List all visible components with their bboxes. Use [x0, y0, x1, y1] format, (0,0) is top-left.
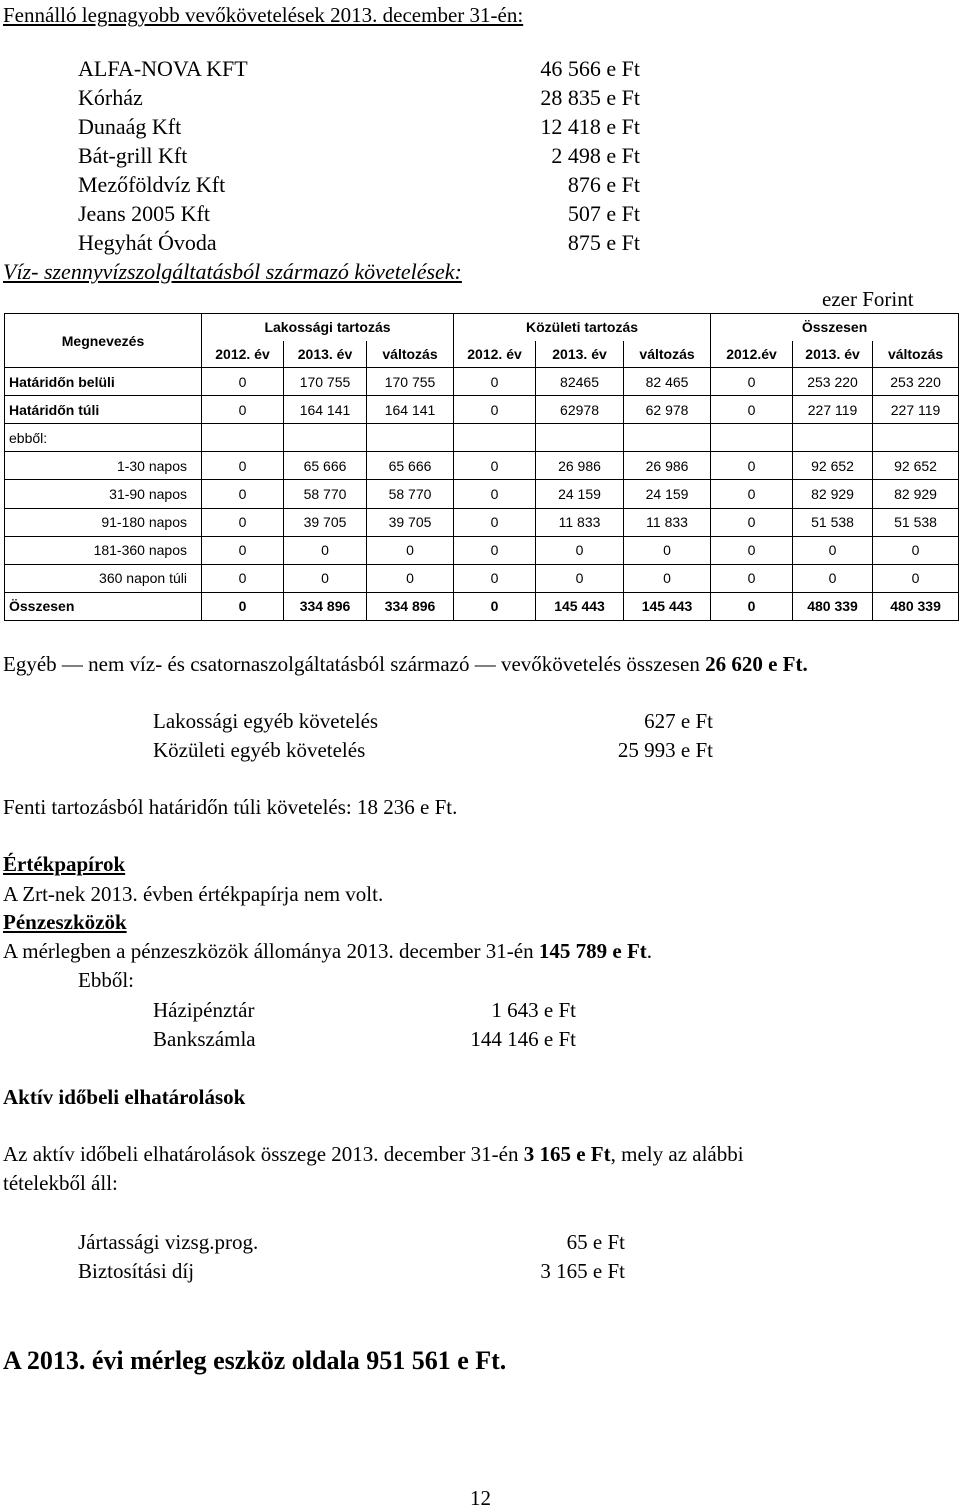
table-cell: 0 [202, 564, 284, 592]
group-header-residential: Lakossági tartozás [202, 314, 454, 341]
table-cell: 0 [711, 592, 793, 620]
table-cell: 0 [711, 564, 793, 592]
table-cell: 0 [873, 564, 959, 592]
table-cell: 0 [202, 480, 284, 508]
table-cell: 65 666 [367, 452, 454, 480]
debtor-amount: 876 e Ft [567, 172, 640, 197]
table-cell: 0 [284, 536, 367, 564]
subheader-cell: változás [367, 341, 454, 368]
table-cell: 0 [873, 536, 959, 564]
table-row [5, 508, 959, 536]
table-cell: 170 755 [367, 368, 454, 396]
cash-item-value: 144 146 e Ft [470, 1027, 576, 1051]
accruals-amount: 3 165 e Ft [523, 1142, 611, 1166]
table-cell: 0 [202, 536, 284, 564]
subheader-cell: 2013. év [536, 341, 624, 368]
cash-item-label: Bankszámla [153, 1027, 256, 1051]
table-cell: 145 443 [624, 592, 711, 620]
table-cell: 0 [624, 564, 711, 592]
col-header-name: Megnevezés [5, 314, 202, 368]
debtor-amount: 875 e Ft [567, 230, 640, 255]
table-cell: 253 220 [793, 368, 873, 396]
table-cell: 92 652 [793, 452, 873, 480]
table-cell: 0 [711, 368, 793, 396]
debtor-amount: 2 498 e Ft [551, 143, 640, 168]
group-header-public: Közületi tartozás [454, 314, 711, 341]
table-cell: 11 833 [624, 508, 711, 536]
table-cell: 82465 [536, 368, 624, 396]
debtor-name: Bát-grill Kft [78, 143, 188, 168]
table-cell: 334 896 [284, 592, 367, 620]
accruals-text: Az aktív időbeli elhatárolások összege 2013. december 31-én [3, 1142, 524, 1166]
table-cell: 164 141 [367, 396, 454, 424]
debtor-amount: 28 835 e Ft [540, 85, 640, 110]
subheader-cell: 2013. év [284, 341, 367, 368]
table-row [5, 396, 959, 424]
table-row [5, 480, 959, 508]
table-cell: 0 [202, 508, 284, 536]
table-cell: 0 [454, 452, 536, 480]
table-cell [202, 424, 284, 452]
table-cell: 0 [793, 536, 873, 564]
other-receivables-amount: 26 620 e Ft. [705, 652, 808, 676]
table-cell: 0 [454, 564, 536, 592]
table-cell: 24 159 [624, 480, 711, 508]
table-cell: 58 770 [284, 480, 367, 508]
table-cell: 0 [367, 536, 454, 564]
table-cell: 0 [454, 396, 536, 424]
debtor-row [0, 54, 660, 83]
row-label: Határidőn belüli [5, 368, 202, 396]
page-title: Fennálló legnagyobb vevőkövetelések 2013. december 31-én: [3, 3, 524, 27]
table-cell: 227 119 [873, 396, 959, 424]
table-cell: 0 [711, 480, 793, 508]
row-label: Összesen [5, 592, 202, 620]
subheader-cell: változás [624, 341, 711, 368]
debtor-row [0, 170, 660, 199]
table-cell: 51 538 [873, 508, 959, 536]
table-row [5, 452, 959, 480]
group-header-total: Összesen [711, 314, 959, 341]
subheader-cell: 2012. év [454, 341, 536, 368]
table-cell: 39 705 [367, 508, 454, 536]
table-cell: 0 [202, 396, 284, 424]
accruals-heading: Aktív időbeli elhatárolások [3, 1085, 246, 1109]
table-cell: 0 [793, 564, 873, 592]
table-cell [536, 424, 624, 452]
table-cell: 51 538 [793, 508, 873, 536]
table-cell: 0 [202, 368, 284, 396]
debtor-amount: 12 418 e Ft [540, 114, 640, 139]
table-cell: 82 465 [624, 368, 711, 396]
row-label: 91-180 napos [5, 508, 202, 536]
page-number: 12 [470, 1486, 491, 1510]
table-cell: 253 220 [873, 368, 959, 396]
other-item-label: Lakossági egyéb követelés [153, 709, 379, 733]
cash-text-suffix: . [646, 939, 653, 963]
table-cell: 0 [367, 564, 454, 592]
unit-note: ezer Forint [822, 287, 914, 311]
debtor-list [0, 54, 660, 257]
table-cell: 0 [454, 368, 536, 396]
table-row [5, 536, 959, 564]
accruals-sentence [3, 1142, 744, 1166]
table-cell: 145 443 [536, 592, 624, 620]
row-label: 360 napon túli [5, 564, 202, 592]
table-cell: 65 666 [284, 452, 367, 480]
table-cell: 62978 [536, 396, 624, 424]
table-cell: 26 986 [624, 452, 711, 480]
debtor-amount: 507 e Ft [567, 201, 640, 226]
table-cell: 39 705 [284, 508, 367, 536]
row-label: 181-360 napos [5, 536, 202, 564]
row-label: Határidőn túli [5, 396, 202, 424]
table-cell: 82 929 [873, 480, 959, 508]
receivables-table [4, 313, 958, 621]
table-cell [624, 424, 711, 452]
table-cell: 0 [711, 452, 793, 480]
other-receivables-text: Egyéb — nem víz- és csatornaszolgáltatásból származó — vevőkövetelés összesen [3, 652, 706, 676]
table-cell: 170 755 [284, 368, 367, 396]
debtor-name: Kórház [78, 85, 143, 110]
cash-amount: 145 789 e Ft [538, 939, 647, 963]
table-cell: 0 [711, 536, 793, 564]
table-cell: 0 [454, 536, 536, 564]
cash-heading: Pénzeszközök [3, 910, 127, 934]
subheader-cell: változás [873, 341, 959, 368]
table-cell: 0 [536, 564, 624, 592]
table-row [5, 592, 959, 620]
subheader-cell: 2012.év [711, 341, 793, 368]
subheader-cell: 2013. év [793, 341, 873, 368]
other-item-label: Közületi egyéb követelés [153, 738, 366, 762]
table-cell: 24 159 [536, 480, 624, 508]
table-cell: 164 141 [284, 396, 367, 424]
table-cell: 0 [202, 592, 284, 620]
other-receivables-sentence [3, 652, 953, 676]
accrual-item-value: 65 e Ft [566, 1230, 625, 1254]
debtor-row [0, 141, 660, 170]
cash-of-which: Ebből: [78, 968, 134, 992]
debtor-name: Mezőföldvíz Kft [78, 172, 226, 197]
debtor-name: Dunaág Kft [78, 114, 182, 139]
debtor-amount: 46 566 e Ft [540, 56, 640, 81]
debtor-name: ALFA-NOVA KFT [78, 56, 248, 81]
row-label: 1-30 napos [5, 452, 202, 480]
table-row [5, 424, 959, 452]
table-cell: 0 [454, 508, 536, 536]
overdue-note: Fenti tartozásból határidőn túli követelés: 18 236 e Ft. [3, 795, 458, 819]
table-cell: 0 [624, 536, 711, 564]
table-cell [454, 424, 536, 452]
table-cell: 480 339 [873, 592, 959, 620]
securities-heading: Értékpapírok [3, 852, 126, 876]
table-cell: 480 339 [793, 592, 873, 620]
table-cell: 0 [536, 536, 624, 564]
water-receivables-heading: Víz- szennyvízszolgáltatásból származó követelések: [3, 259, 462, 284]
table-cell [367, 424, 454, 452]
securities-text: A Zrt-nek 2013. évben értékpapírja nem volt. [3, 882, 384, 906]
table-cell: 227 119 [793, 396, 873, 424]
table-cell: 62 978 [624, 396, 711, 424]
table-row [5, 564, 959, 592]
table-cell: 0 [454, 480, 536, 508]
accrual-item-label: Jártassági vizsg.prog. [78, 1230, 259, 1254]
cash-sentence [3, 939, 652, 963]
debtor-row [0, 83, 660, 112]
table-cell [793, 424, 873, 452]
cash-item-value: 1 643 e Ft [491, 998, 576, 1022]
cash-item-label: Házipénztár [153, 998, 255, 1022]
table-cell: 58 770 [367, 480, 454, 508]
table-cell: 26 986 [536, 452, 624, 480]
debtor-row [0, 112, 660, 141]
table-cell: 11 833 [536, 508, 624, 536]
table-row [5, 368, 959, 396]
other-item-value: 627 e Ft [644, 709, 713, 733]
debtor-name: Jeans 2005 Kft [78, 201, 210, 226]
table-cell: 0 [454, 592, 536, 620]
debtor-name: Hegyhát Óvoda [78, 230, 217, 255]
table-cell [873, 424, 959, 452]
table-cell: 0 [711, 396, 793, 424]
table-cell: 92 652 [873, 452, 959, 480]
table-cell: 82 929 [793, 480, 873, 508]
row-label: ebből: [5, 424, 202, 452]
table-cell [284, 424, 367, 452]
cash-text: A mérlegben a pénzeszközök állománya 2013. december 31-én [3, 939, 539, 963]
debtor-row [0, 228, 660, 257]
table-cell: 334 896 [367, 592, 454, 620]
accrual-item-label: Biztosítási díj [78, 1259, 195, 1283]
table-cell: 0 [711, 508, 793, 536]
table-cell [711, 424, 793, 452]
accruals-text-suffix: , mely az alábbi [610, 1142, 744, 1166]
other-item-value: 25 993 e Ft [617, 738, 713, 762]
row-label: 31-90 napos [5, 480, 202, 508]
table-cell: 0 [284, 564, 367, 592]
subheader-cell: 2012. év [202, 341, 284, 368]
table-cell: 0 [202, 452, 284, 480]
debtor-row [0, 199, 660, 228]
accrual-item-value: 3 165 e Ft [540, 1259, 625, 1283]
total-assets: A 2013. évi mérleg eszköz oldala 951 561 e Ft. [3, 1346, 507, 1375]
accruals-text-line2: tételekből áll: [3, 1171, 118, 1195]
